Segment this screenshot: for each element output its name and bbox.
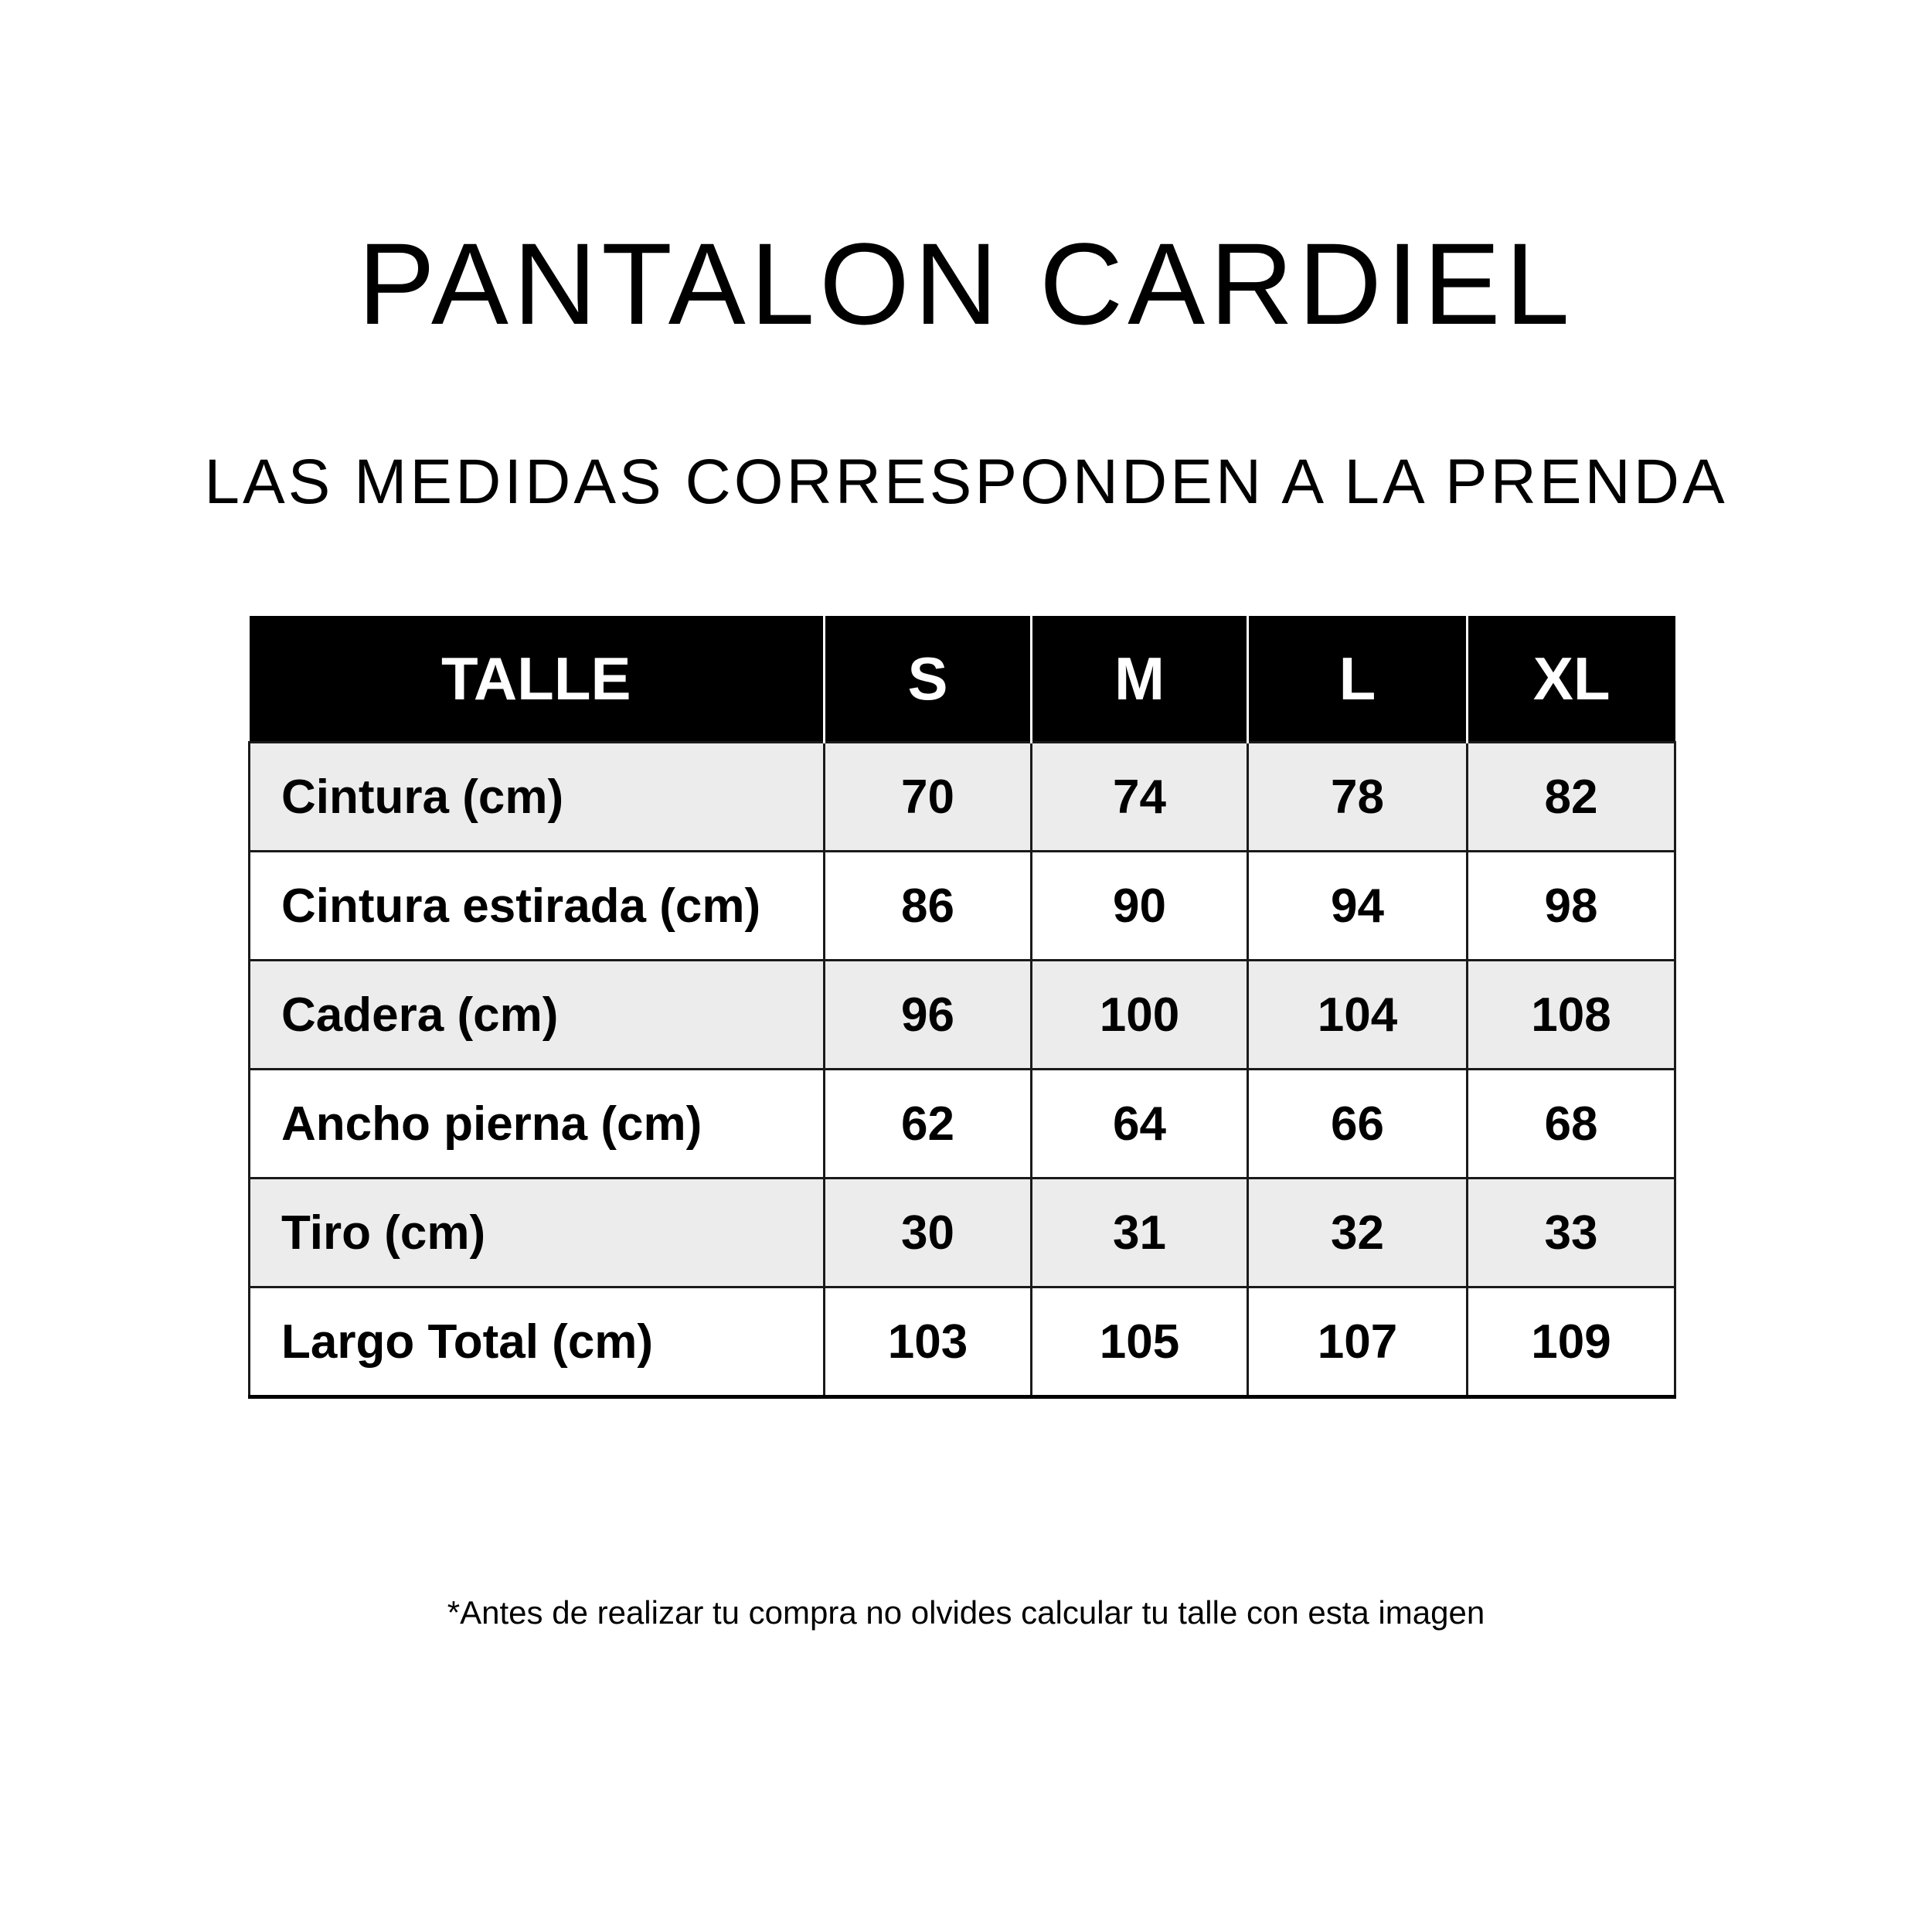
cell-s: 70: [825, 743, 1032, 852]
cell-l: 94: [1248, 852, 1468, 961]
cell-l: 66: [1248, 1070, 1468, 1179]
cell-xl: 108: [1468, 961, 1675, 1070]
row-label: Largo Total (cm): [250, 1287, 825, 1397]
cell-s: 96: [825, 961, 1032, 1070]
cell-s: 86: [825, 852, 1032, 961]
table-row: [250, 852, 1675, 961]
cell-m: 100: [1032, 961, 1248, 1070]
table-row: [250, 1070, 1675, 1179]
row-label: Cintura estirada (cm): [250, 852, 825, 961]
cell-l: 107: [1248, 1287, 1468, 1397]
table-header-row: [250, 616, 1675, 743]
footnote: *Antes de realizar tu compra no olvides calcular tu talle con esta imagen: [447, 1594, 1485, 1631]
header-size-l: L: [1248, 616, 1468, 743]
table-row: [250, 961, 1675, 1070]
row-label: Cintura (cm): [250, 743, 825, 852]
cell-xl: 82: [1468, 743, 1675, 852]
page-subtitle: LAS MEDIDAS CORRESPONDEN A LA PRENDA: [204, 447, 1728, 517]
cell-xl: 33: [1468, 1179, 1675, 1287]
table-row: [250, 1179, 1675, 1287]
cell-xl: 98: [1468, 852, 1675, 961]
cell-l: 78: [1248, 743, 1468, 852]
cell-m: 90: [1032, 852, 1248, 961]
cell-m: 31: [1032, 1179, 1248, 1287]
cell-l: 104: [1248, 961, 1468, 1070]
header-size-xl: XL: [1468, 616, 1675, 743]
cell-xl: 109: [1468, 1287, 1675, 1397]
cell-s: 103: [825, 1287, 1032, 1397]
cell-m: 64: [1032, 1070, 1248, 1179]
header-talle: TALLE: [250, 616, 825, 743]
cell-m: 105: [1032, 1287, 1248, 1397]
table-row: [250, 743, 1675, 852]
size-chart-table: [248, 616, 1676, 1399]
row-label: Cadera (cm): [250, 961, 825, 1070]
page-title: PANTALON CARDIEL: [357, 219, 1575, 349]
cell-s: 62: [825, 1070, 1032, 1179]
row-label: Ancho pierna (cm): [250, 1070, 825, 1179]
row-label: Tiro (cm): [250, 1179, 825, 1287]
header-size-s: S: [825, 616, 1032, 743]
header-size-m: M: [1032, 616, 1248, 743]
cell-xl: 68: [1468, 1070, 1675, 1179]
cell-s: 30: [825, 1179, 1032, 1287]
table-row: [250, 1287, 1675, 1397]
cell-m: 74: [1032, 743, 1248, 852]
cell-l: 32: [1248, 1179, 1468, 1287]
